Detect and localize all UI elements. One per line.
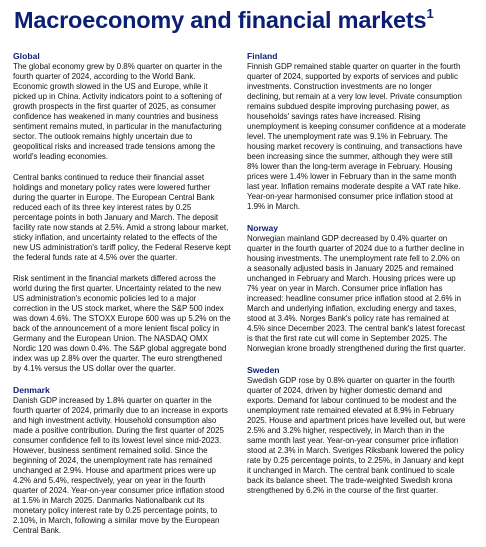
section-global [13, 51, 232, 374]
left-column [13, 51, 232, 547]
finland-paragraph-1: Finnish GDP remained stable quarter on quarter in the fourth quarter of 2024, supported by exports of services and public investments. Construction investments are no longer declining, but remain at a very low level. Private consumption remains subdued despite improving purchasing power, as households' savings rates have increased. Rising unemployment is keeping consumer confidence at a moderate level. The unemployment rate was 9.1% in February. The housing market recovery is continuing, and transactions have been increasing since the summer, although they were still 8% lower than the long-term average in February. Housing prices were 1.4% lower in February than in the same month last year. Inflation remains moderate despite a VAT rate hike. Year-on-year harmonised consumer price inflation stood at 1.9% in March. [247, 62, 466, 211]
sweden-paragraph-1: Swedish GDP rose by 0.8% quarter on quarter in the fourth quarter of 2024, driven by higher domestic demand and exports. Demand for labour continued to be modest and the unemployment rate remained elevated at 8.9% in February 2025. House and apartment prices have levelled out, but were 2.5% and 3.2% higher, respectively, in March than in the same month last year. Year-on-year consumer price inflation stood at 2.3% in March. Sveriges Riksbank lowered the policy rate by 0.25 percentage points, to 2.25%, in January and kept it unchanged in March. The central bank continued to scale back its balance sheet. The trade-weighted Swedish krona strengthened by 6.2% in the course of the first quarter. [247, 376, 466, 495]
section-heading-finland: Finland [247, 51, 278, 61]
right-column [247, 51, 466, 507]
section-denmark [13, 385, 232, 536]
section-heading-denmark: Denmark [13, 385, 50, 395]
page-title [14, 7, 433, 34]
global-paragraph-1: The global economy grew by 0.8% quarter on quarter in the fourth quarter of 2024, according to the World Bank. Economic growth slowed in the US and Europe, while it picked up in China. Activity indicators point to a softening of growth prospects in the first quarter of 2025, as consumer confidence has weakened in many countries and business sentiment remains muted, in particular in the manufacturing sector. The outlook remains highly uncertain due to geopolitical risks and increased trade tensions among the world's leading economies. [13, 62, 223, 161]
section-finland [247, 51, 466, 212]
section-sweden [247, 365, 466, 496]
title-footnote-marker: 1 [426, 6, 434, 21]
norway-paragraph-1: Norwegian mainland GDP decreased by 0.4% quarter on quarter in the fourth quarter of 2024 due to a further decline in housing investments. The unemployment rate fell to 2.0% on a seasonally adjusted basis in January 2025 and remained unchanged in February and March. Housing prices were up 7% year on year in March. Consumer price inflation has increased: headline consumer price inflation stood at 2.6% in March and underlying inflation, excluding energy and taxes, stood at 3.4%. Norges Bank's policy rate has remained at 4.5% since December 2023. The central bank's latest forecast is that the first rate cut will come in September 2025. The Norwegian krone broadly strengthened during the first quarter. [247, 234, 466, 353]
global-paragraph-3: Risk sentiment in the financial markets differed across the world during the first quarter. Uncertainty related to the new US administration's economic policies led to a major correction in the US stock market, where the S&P 500 index was down 4.6%. The STOXX Europe 600 was up 5.2% on the back of the announcement of a more lenient fiscal policy in Germany and the European Union. The NASDAQ OMX Nordic 120 was down 0.4%. The S&P global aggregate bond index was up 2.8% over the quarter. The euro strengthened by 4.1% versus the US dollar over the quarter. [13, 274, 231, 373]
section-heading-sweden: Sweden [247, 365, 280, 375]
section-norway [247, 223, 466, 354]
page-title-text: Macroeconomy and financial markets [14, 7, 427, 33]
denmark-paragraph-1: Danish GDP increased by 1.8% quarter on quarter in the fourth quarter of 2024, primarily due to an increase in exports and high investment activity. Household consumption also made a positive contribution. During the first quarter of 2025 consumer confidence fell to its lowest level since mid-2023. However, business sentiment remained solid. Since the beginning of 2024, the unemployment rate has remained unchanged at 2.9%. House and apartment prices were up 4.2% and 5.4%, respectively, year on year in the fourth quarter of 2024. Year-on-year consumer price inflation stood at 1.5% in March 2025. Danmarks Nationalbank cut its monetary policy interest rate by 0.25 percentage points, to 2.10%, in March, following a similar move by the European Central Bank. [13, 396, 228, 535]
section-heading-norway: Norway [247, 223, 279, 233]
global-paragraph-2: Central banks continued to reduce their financial asset holdings and monetary policy rates were lowered further during the quarter in Europe. The European Central Bank reduced each of its three key interest rates by 0.25 percentage points in both January and March. The deposit facility rate now stands at 2.5%. Amid a strong labour market, sticky inflation, and uncertainty related to the effects of the new US administration's tariff policy, the Federal Reserve kept the federal funds rate at 4.5% over the quarter. [13, 173, 231, 262]
section-heading-global: Global [13, 51, 40, 61]
